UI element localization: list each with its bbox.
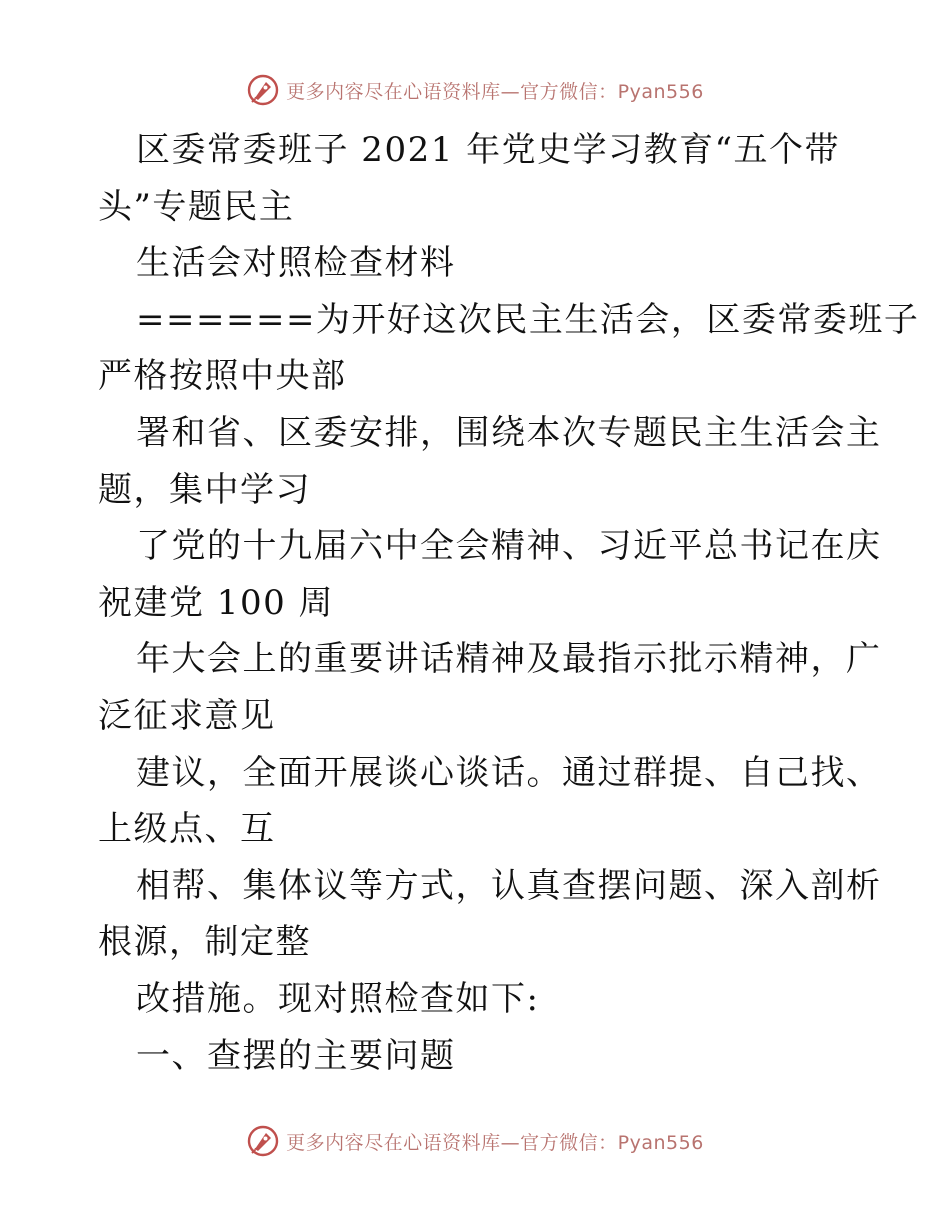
- document-line: 年大会上的重要讲话精神及最指示批示精神，广: [136, 639, 882, 680]
- document-line: 题，集中学习: [98, 469, 311, 510]
- document-line: 生活会对照检查材料: [136, 243, 456, 284]
- header-watermark-text: 更多内容尽在心语资料库—官方微信：Pyan556: [286, 80, 704, 103]
- document-line: 泛征求意见: [98, 695, 276, 736]
- document-line: 严格按照中央部: [98, 356, 347, 397]
- footer-watermark-text: 更多内容尽在心语资料库—官方微信：Pyan556: [286, 1131, 704, 1154]
- document-line: 上级点、互: [98, 809, 276, 850]
- footer-watermark-banner: [0, 1121, 950, 1161]
- document-line: 根源，制定整: [98, 922, 311, 963]
- document-line: 相帮、集体议等方式，认真查摆问题、深入剖析: [136, 865, 882, 906]
- document-line: 祝建党 100 周: [98, 582, 335, 623]
- document-body: [98, 122, 920, 1084]
- pen-nib-logo-icon: [246, 1124, 280, 1158]
- document-line: 一、查摆的主要问题: [136, 1035, 456, 1076]
- document-line: ======为开好这次民主生活会，区委常委班子: [136, 299, 920, 340]
- pen-nib-logo-icon: [246, 73, 280, 107]
- document-line: 头”专题民主: [98, 186, 295, 227]
- document-line: 建议，全面开展谈心谈话。通过群提、自己找、: [136, 752, 882, 793]
- document-line: 署和省、区委安排，围绕本次专题民主生活会主: [136, 412, 882, 453]
- document-line: 了党的十九届六中全会精神、习近平总书记在庆: [136, 526, 882, 567]
- document-line: 改措施。现对照检查如下:: [136, 978, 540, 1019]
- document-line: 区委常委班子 2021 年党史学习教育“五个带: [136, 130, 841, 170]
- header-watermark-banner: [0, 70, 950, 110]
